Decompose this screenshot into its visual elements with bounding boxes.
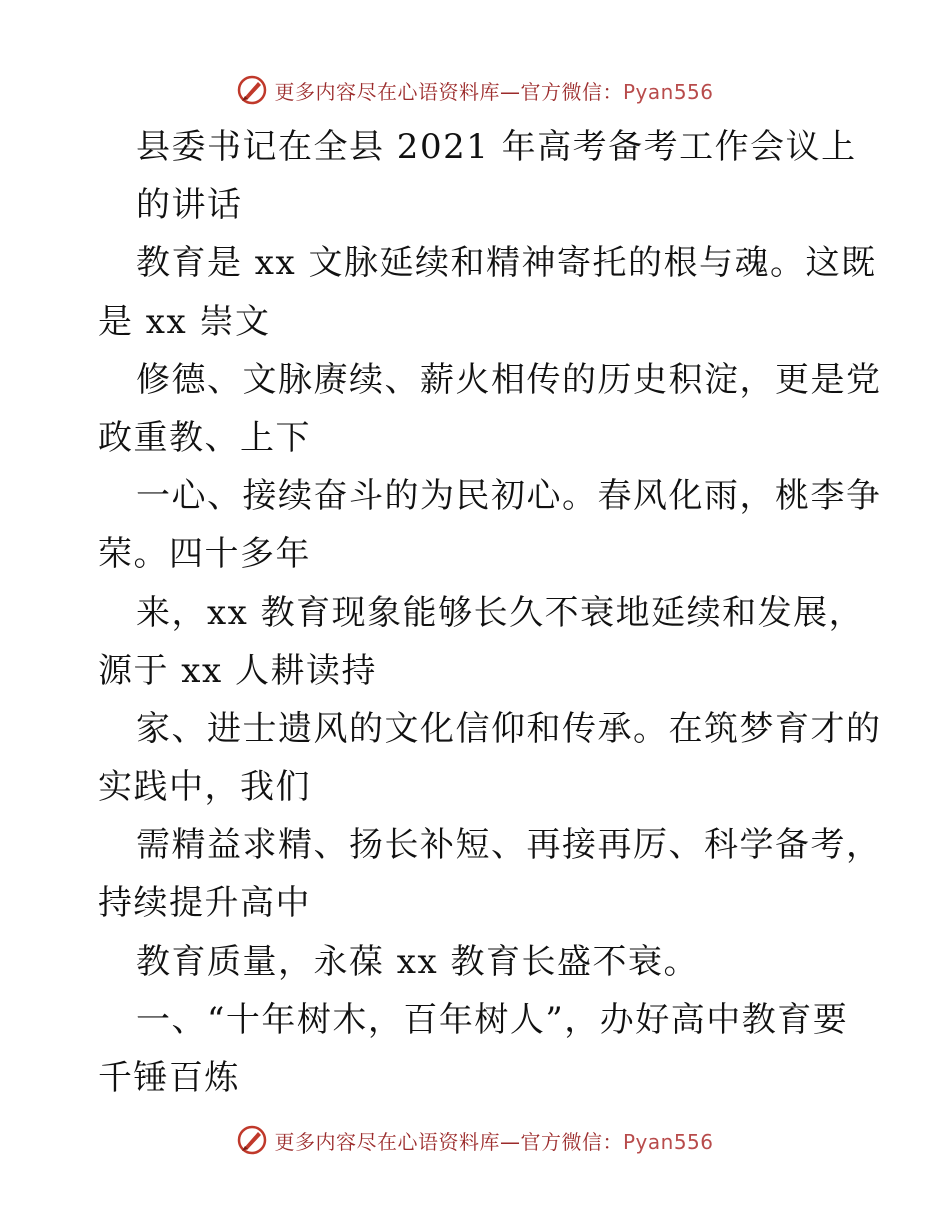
- paragraph-line: 家、进士遗风的文化信仰和传承。在筑梦育才的: [136, 708, 882, 749]
- title-line-1: 县委书记在全县 2021 年高考备考工作会议上: [136, 127, 857, 167]
- pen-logo-icon: [236, 74, 268, 106]
- footer-watermark-banner: [0, 1120, 950, 1160]
- section-heading-line: 一、“十年树木，百年树人”，办好高中教育要: [136, 999, 849, 1040]
- header-banner-text: [274, 76, 713, 105]
- title-line-2: 的讲话: [136, 185, 243, 226]
- paragraph-line: 来，xx 教育现象能够长久不衰地延续和发展，: [136, 592, 865, 633]
- header-banner-prefix: 更多内容尽在心语资料库—官方微信：: [274, 79, 623, 104]
- paragraph-line: 政重教、上下: [98, 417, 311, 458]
- paragraph-line: 一心、接续奋斗的为民初心。春风化雨，桃李争: [136, 476, 882, 517]
- paragraph-line: 实践中，我们: [98, 767, 311, 808]
- paragraph-line: 是 xx 崇文: [98, 301, 271, 342]
- header-wechat-id: Pyan556: [622, 79, 714, 104]
- paragraph-line: 教育是 xx 文脉延续和精神寄托的根与魂。这既: [136, 243, 877, 284]
- paragraph-line: 源于 xx 人耕读持: [98, 650, 377, 691]
- header-watermark-banner: [0, 70, 950, 110]
- footer-banner-prefix: 更多内容尽在心语资料库—官方微信：: [274, 1129, 623, 1154]
- section-heading-line: 千锤百炼: [98, 1058, 240, 1098]
- paragraph-line: 荣。四十多年: [98, 534, 311, 575]
- paragraph-line: 需精益求精、扬长补短、再接再厉、科学备考，: [136, 825, 882, 866]
- pen-logo-icon: [236, 1124, 268, 1156]
- paragraph-line: 修德、文脉赓续、薪火相传的历史积淀，更是党: [136, 359, 882, 400]
- footer-wechat-id: Pyan556: [622, 1129, 714, 1154]
- document-body: [98, 118, 882, 1107]
- footer-banner-text: [274, 1126, 713, 1155]
- paragraph-line: 教育质量，永葆 xx 教育长盛不衰。: [136, 941, 699, 982]
- paragraph-line: 持续提升高中: [98, 883, 311, 924]
